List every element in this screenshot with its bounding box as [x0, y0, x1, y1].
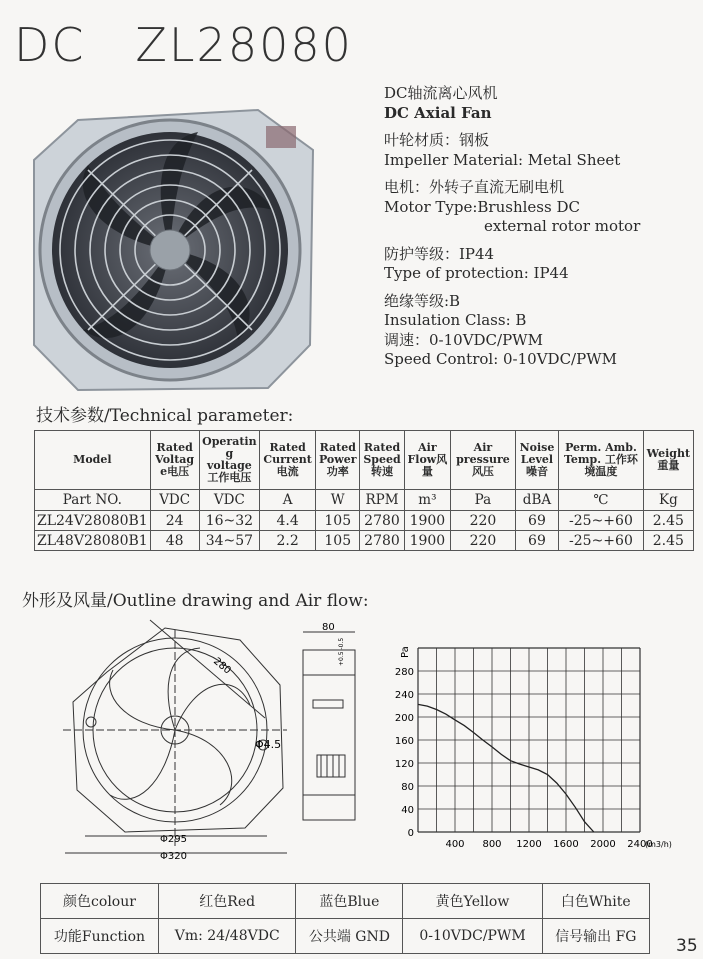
- y-tick-label: 240: [394, 690, 414, 701]
- table-cell: -25~+60: [559, 511, 644, 531]
- table-cell: 2780: [360, 531, 404, 551]
- header-noise-level: Noise Level 噪音: [515, 431, 558, 490]
- dim-280-label: 280: [211, 655, 233, 677]
- table-cell: -25~+60: [559, 531, 644, 551]
- spec-fan-type-en: DC Axial Fan: [384, 103, 492, 122]
- fan-product-image: [28, 90, 318, 400]
- wire-color-table: [40, 883, 650, 954]
- x-tick-label: 1600: [553, 839, 579, 850]
- dim-tolerance-label: +0.5 -0.5: [338, 637, 345, 666]
- wire-function-row: [41, 919, 650, 954]
- table-row: [35, 531, 694, 551]
- table-cell: 69: [515, 531, 558, 551]
- unit-cell: Pa: [451, 490, 516, 511]
- header-rated-power: Rated Power 功率: [316, 431, 360, 490]
- header-air-pressure: Air pressure 风压: [451, 431, 516, 490]
- airflow-chart: [378, 628, 698, 856]
- table-cell: 24: [150, 511, 199, 531]
- chart-xunit: (m3/h): [645, 840, 672, 849]
- table-cell: 69: [515, 511, 558, 531]
- spec-list: [384, 84, 696, 370]
- y-tick-label: 0: [407, 828, 414, 839]
- table-cell: 16~32: [199, 511, 260, 531]
- dim-80-label: 80: [322, 622, 335, 633]
- x-tick-label: 2400: [627, 839, 653, 850]
- wire-cell: 黄色Yellow: [403, 884, 542, 919]
- spec-speed-cn: 调速：0-10VDC/PWM: [384, 330, 543, 349]
- unit-cell: VDC: [150, 490, 199, 511]
- y-tick-label: 40: [401, 805, 414, 816]
- y-tick-label: 280: [394, 667, 414, 678]
- spec-motor-en-2: external rotor motor: [484, 217, 641, 235]
- table-cell: 1900: [404, 531, 451, 551]
- table-cell: 34~57: [199, 531, 260, 551]
- y-tick-label: 160: [394, 736, 414, 747]
- table-cell: 2.2: [260, 531, 316, 551]
- y-tick-label: 120: [394, 759, 414, 770]
- header-ambient-temp: Perm. Amb. Temp. 工作环境温度: [559, 431, 644, 490]
- page-title: DC ZL28080: [14, 18, 353, 72]
- spec-fan-type-cn: DC轴流离心风机: [384, 84, 498, 102]
- wire-cell: 公共端 GND: [296, 919, 403, 954]
- table-cell: 105: [316, 511, 360, 531]
- outline-heading: 外形及风量/Outline drawing and Air flow:: [22, 591, 369, 611]
- dim-295-label: Φ295: [160, 834, 187, 845]
- x-tick-label: 800: [482, 839, 502, 850]
- table-cell: 2.45: [643, 531, 693, 551]
- unit-cell: Part NO.: [35, 490, 151, 511]
- table-cell: ZL24V28080B1: [35, 511, 151, 531]
- chart-y-ticks: [395, 667, 414, 839]
- y-tick-label: 80: [401, 782, 414, 793]
- spec-protection-cn: 防护等级：IP44: [384, 244, 495, 263]
- unit-cell: RPM: [360, 490, 404, 511]
- unit-cell: Kg: [643, 490, 693, 511]
- table-cell: 1900: [404, 511, 451, 531]
- spec-insulation-cn: 绝缘等级:B: [384, 291, 461, 310]
- header-air-flow: Air Flow风 量: [404, 431, 451, 490]
- spec-insulation-en: Insulation Class: B: [384, 311, 527, 329]
- table-cell: 48: [150, 531, 199, 551]
- dim-320-label: Φ320: [160, 851, 187, 862]
- table-row: [35, 511, 694, 531]
- table-cell: ZL48V28080B1: [35, 531, 151, 551]
- spec-protection-en: Type of protection: IP44: [384, 264, 569, 282]
- wire-cell: 功能Function: [41, 919, 159, 954]
- table-cell: 220: [451, 531, 516, 551]
- y-tick-label: 200: [394, 713, 414, 724]
- wire-cell: 信号输出 FG: [542, 919, 649, 954]
- x-tick-label: 1200: [516, 839, 542, 850]
- wire-cell: Vm: 24/48VDC: [159, 919, 296, 954]
- chart-x-ticks: [445, 839, 652, 850]
- header-rated-current: Rated Current 电流: [260, 431, 316, 490]
- header-rated-voltage: Rated Voltag e电压: [150, 431, 199, 490]
- page-number: 35: [676, 936, 698, 956]
- unit-cell: m³: [404, 490, 451, 511]
- spec-speed-en: Speed Control: 0-10VDC/PWM: [384, 350, 617, 368]
- header-operating-voltage: Operatin g voltage 工作电压: [199, 431, 260, 490]
- header-rated-speed: Rated Speed 转速: [360, 431, 404, 490]
- spec-impeller-cn: 叶轮材质：钢板: [384, 131, 490, 149]
- side-outline-drawing: [295, 620, 365, 830]
- header-model: Model: [35, 431, 151, 490]
- unit-cell: ℃: [559, 490, 644, 511]
- wire-cell: 颜色colour: [41, 884, 159, 919]
- wire-cell: 0-10VDC/PWM: [403, 919, 542, 954]
- x-tick-label: 400: [445, 839, 465, 850]
- params-units-row: [35, 490, 694, 511]
- unit-cell: dBA: [515, 490, 558, 511]
- table-cell: 105: [316, 531, 360, 551]
- unit-cell: W: [316, 490, 360, 511]
- spec-impeller-en: Impeller Material: Metal Sheet: [384, 150, 621, 169]
- x-tick-label: 2000: [590, 839, 616, 850]
- airflow-curve: [418, 704, 594, 832]
- table-cell: 4.4: [260, 511, 316, 531]
- table-cell: 2780: [360, 511, 404, 531]
- header-weight: Weight 重量: [643, 431, 693, 490]
- unit-cell: VDC: [199, 490, 260, 511]
- tech-parameter-heading: 技术参数/Technical parameter:: [36, 406, 294, 426]
- spec-motor-en: Motor Type:Brushless DC: [384, 197, 580, 216]
- spec-motor-cn: 电机：外转子直流无刷电机: [384, 178, 565, 196]
- chart-ylabel: Pa: [400, 646, 411, 658]
- table-cell: 2.45: [643, 511, 693, 531]
- unit-cell: A: [260, 490, 316, 511]
- chart-grid: [418, 648, 640, 832]
- wire-cell: 白色White: [542, 884, 649, 919]
- params-header-row: [35, 431, 694, 490]
- technical-parameter-table: [34, 430, 694, 551]
- wire-cell: 蓝色Blue: [296, 884, 403, 919]
- front-outline-drawing: [55, 610, 295, 865]
- wire-cell: 红色Red: [159, 884, 296, 919]
- wire-colour-row: [41, 884, 650, 919]
- dim-hole-label: Φ4.5: [255, 738, 282, 751]
- table-cell: 220: [451, 511, 516, 531]
